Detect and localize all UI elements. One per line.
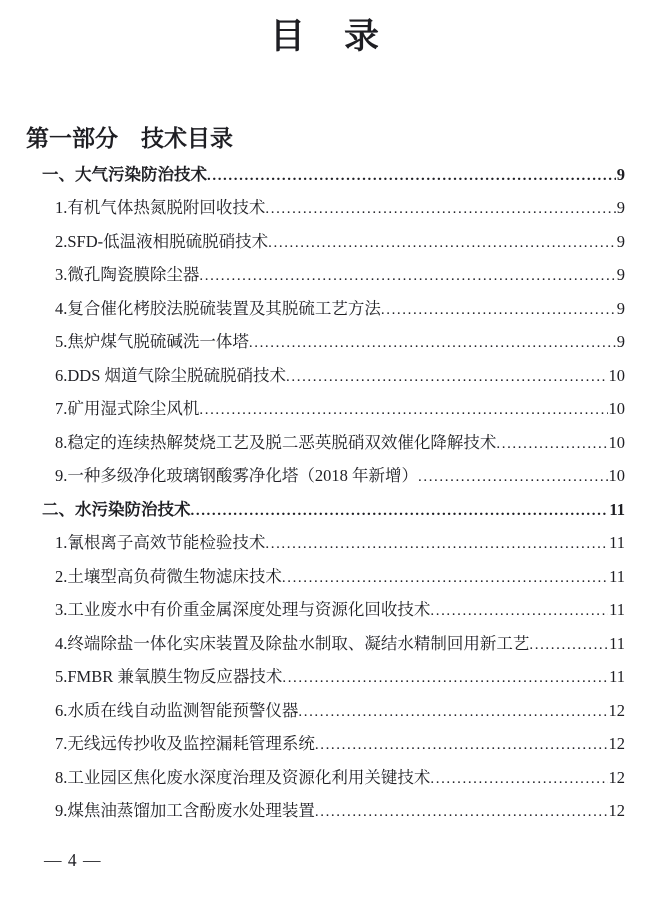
- toc-item-row: [26, 258, 625, 292]
- dotted-leader: [249, 325, 616, 361]
- dotted-leader: [496, 426, 607, 462]
- toc-entry-label: 8.工业园区焦化废水深度治理及资源化利用关键技术: [55, 767, 431, 787]
- page-number-footer: — 4 —: [44, 850, 102, 870]
- toc-item-row: [26, 392, 625, 426]
- toc-entry-label: 1.有机气体热氮脱附回收技术: [55, 198, 266, 218]
- dotted-leader: [298, 694, 607, 730]
- toc-item-row: [26, 660, 625, 694]
- toc-item-row: [26, 761, 625, 795]
- dotted-leader: [268, 225, 616, 261]
- toc-item-row: [26, 459, 625, 493]
- toc-section-row: [26, 493, 625, 527]
- part-heading: 第一部分 技术目录: [26, 125, 233, 151]
- toc-item-row: [26, 526, 625, 560]
- toc-entry-label: 二、水污染防治技术: [42, 500, 191, 519]
- dotted-leader: [315, 727, 608, 763]
- toc-page-number: 9: [616, 231, 625, 251]
- toc-entry-label: 6.DDS 烟道气除尘脱硫脱硝技术: [55, 365, 287, 385]
- toc-page-number: 10: [608, 365, 625, 385]
- toc-page-number: 10: [608, 399, 625, 419]
- toc-entry-label: 7.矿用湿式除尘风机: [55, 399, 200, 419]
- toc-entry-label: 5.FMBR 兼氧膜生物反应器技术: [55, 667, 283, 687]
- toc-page-number: 12: [608, 801, 625, 821]
- toc-item-row: [26, 191, 625, 225]
- dotted-leader: [529, 627, 608, 663]
- toc-entry-label: 6.水质在线自动监测智能预警仪器: [55, 700, 299, 720]
- dotted-leader: [430, 761, 607, 797]
- dotted-leader: [286, 359, 607, 395]
- dotted-leader: [381, 292, 616, 328]
- toc-entry-label: 9.一种多级净化玻璃钢酸雾净化塔（2018 年新增）: [55, 466, 418, 486]
- toc-item-row: [26, 560, 625, 594]
- toc-item-row: [26, 426, 625, 460]
- dotted-leader: [315, 794, 608, 830]
- toc-item-row: [26, 694, 625, 728]
- toc-page-number: 9: [616, 298, 625, 318]
- toc-item-row: [26, 727, 625, 761]
- toc-entry-label: 4.复合催化栲胶法脱硫装置及其脱硫工艺方法: [55, 298, 381, 318]
- toc-page-number: 9: [616, 265, 625, 285]
- toc-page-number: 11: [609, 600, 625, 620]
- toc-item-row: [26, 325, 625, 359]
- toc-item-row: [26, 794, 625, 828]
- toc-item-row: [26, 593, 625, 627]
- toc-page-number: 12: [608, 767, 625, 787]
- toc-page-number: 11: [609, 633, 625, 653]
- toc-item-row: [26, 225, 625, 259]
- dotted-leader: [199, 392, 607, 428]
- dotted-leader: [199, 258, 615, 294]
- toc-page-number: 9: [616, 164, 625, 184]
- toc-entry-label: 2.土壤型高负荷微生物滤床技术: [55, 566, 282, 586]
- toc-entry-label: 4.终端除盐一体化实床装置及除盐水制取、凝结水精制回用新工艺: [55, 633, 530, 653]
- toc-entry-label: 5.焦炉煤气脱硫碱洗一体塔: [55, 332, 249, 352]
- toc-page-number: 10: [608, 432, 625, 452]
- toc-page-number: 9: [616, 332, 625, 352]
- toc-page-number: 11: [609, 566, 625, 586]
- toc-entry-label: 2.SFD-低温液相脱硫脱硝技术: [55, 231, 269, 251]
- toc-entry-label: 3.工业废水中有价重金属深度处理与资源化回收技术: [55, 600, 431, 620]
- toc-entry-label: 一、大气污染防治技术: [42, 165, 207, 184]
- toc-page-number: 12: [608, 700, 625, 720]
- toc-entry-label: 1.氰根离子高效节能检验技术: [55, 533, 266, 553]
- dotted-leader: [191, 493, 609, 529]
- dotted-leader: [265, 191, 615, 227]
- toc-item-row: [26, 359, 625, 393]
- toc-page-number: 11: [609, 667, 625, 687]
- dotted-leader: [207, 158, 616, 194]
- page-title: 目 录: [269, 17, 381, 56]
- toc-page-number: 11: [609, 499, 625, 519]
- toc-section-row: [26, 158, 625, 192]
- toc-entry-label: 9.煤焦油蒸馏加工含酚废水处理装置: [55, 801, 315, 821]
- toc-page-number: 11: [609, 533, 625, 553]
- dotted-leader: [282, 560, 608, 596]
- dotted-leader: [430, 593, 608, 629]
- toc-page-number: 12: [608, 734, 625, 754]
- toc-page-number: 9: [616, 198, 625, 218]
- toc-page-number: 10: [608, 466, 625, 486]
- toc-entry-label: 8.稳定的连续热解焚烧工艺及脱二恶英脱硝双效催化降解技术: [55, 432, 497, 452]
- table-of-contents: [26, 158, 625, 828]
- dotted-leader: [282, 660, 608, 696]
- dotted-leader: [418, 459, 608, 495]
- toc-entry-label: 3.微孔陶瓷膜除尘器: [55, 265, 200, 285]
- dotted-leader: [265, 526, 608, 562]
- toc-entry-label: 7.无线远传抄收及监控漏耗管理系统: [55, 734, 315, 754]
- toc-item-row: [26, 627, 625, 661]
- toc-item-row: [26, 292, 625, 326]
